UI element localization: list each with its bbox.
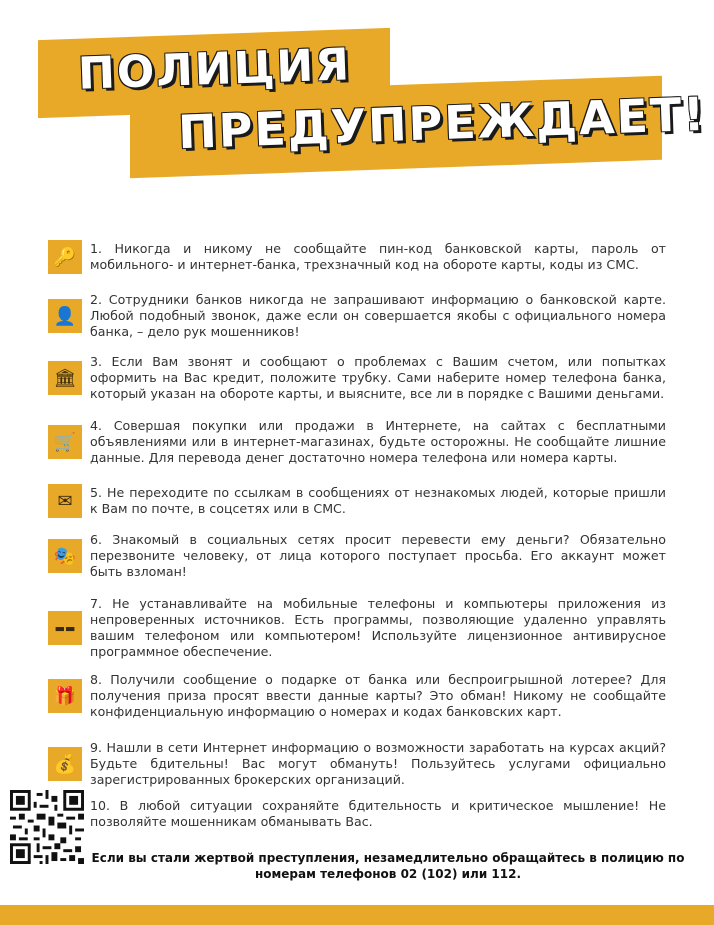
list-item [48,292,666,340]
list-item [48,418,666,466]
list-item [48,596,666,660]
page-title-line2: ПРЕДУПРЕЖДАЕТ! [177,86,708,160]
footer-line2: номерам телефонов 02 (102) или 112. [254,867,522,881]
footer-contact [88,850,688,882]
item-text: 3. Если Вам звонят и сообщают о проблемах с Вашим счетом, или попытках оформить на Вас кредит, положите трубку. Сами наберите номер телефона банка, который указан на обороте карты, и выясните, все ли в порядке с Вашими деньгами. [90,354,666,401]
pin-code-icon: 🔑 [48,240,82,274]
page-title-line1: ПОЛИЦИЯ [77,39,352,100]
footer-line1: Если вы стали жертвой преступления, незамедлительно обращайтесь в полицию по [91,851,685,865]
bank-icon: 🏛 [48,361,82,395]
mask-icon: 🎭 [48,539,82,573]
item-text: 8. Получили сообщение о подарке от банка или беспроигрышной лотерее? Для получения приза просят ввести данные карты? Это обман! Никому не сообщайте конфиденциальную информацию о номерах и кодах банковских карт. [90,672,666,719]
item-text: 6. Знакомый в социальных сетях просит перевести ему деньги? Обязательно перезвоните человеку, от лица которого поступает просьба. Его аккаунт может быть взломан! [90,532,666,579]
list-item [48,354,666,402]
item-text: 1. Никогда и никому не сообщайте пин-код банковской карты, пароль от мобильного- и интернет-банка, трехзначный код на обороте карты, коды из СМС. [90,241,666,272]
gift-icon: 🎁 [48,679,82,713]
bottom-accent-bar [0,905,714,925]
item-text: 7. Не устанавливайте на мобильные телефоны и компьютеры приложения из непроверенных источников. Есть программы, позволяющие удаленно управлять вашим телефоном или компьютером! Используйте лицензионное антивирусное программное обеспечение. [90,596,666,659]
fraudster-icon: 👤 [48,299,82,333]
glasses-icon: ▬▬ [48,611,82,645]
item-text: 9. Нашли в сети Интернет информацию о возможности заработать на курсах акций? Будьте бдительны! Вас могут обмануть! Пользуйтесь услугами официально зарегистрированных брокерских организаций. [90,740,666,787]
list-item [48,240,666,274]
qr-code[interactable] [10,790,84,864]
list-item [48,740,666,788]
item-text: 4. Совершая покупки или продажи в Интернете, на сайтах с бесплатными объявлениями или в интернет-магазинах, будьте осторожны. Не сообщайте лишние данные. Для перевода денег достаточно номера телефона или номера карты. [90,418,666,465]
list-item [48,672,666,720]
list-item [48,532,666,580]
link-icon: ✉ [48,484,82,518]
list-item [48,484,666,518]
item-text: 5. Не переходите по ссылкам в сообщениях от незнакомых людей, которые пришли к Вам по почте, в соцсетях или в СМС. [90,485,666,516]
list-item [48,798,666,830]
item-text: 2. Сотрудники банков никогда не запрашивают информацию о банковской карте. Любой подобный звонок, даже если он совершается якобы с официального номера банка, – дело рук мошенников! [90,292,666,339]
item-text: 10. В любой ситуации сохраняйте бдительность и критическое мышление! Не позволяйте мошенникам обманывать Вас. [90,798,666,829]
online-shop-icon: 🛒 [48,425,82,459]
money-icon: 💰 [48,747,82,781]
